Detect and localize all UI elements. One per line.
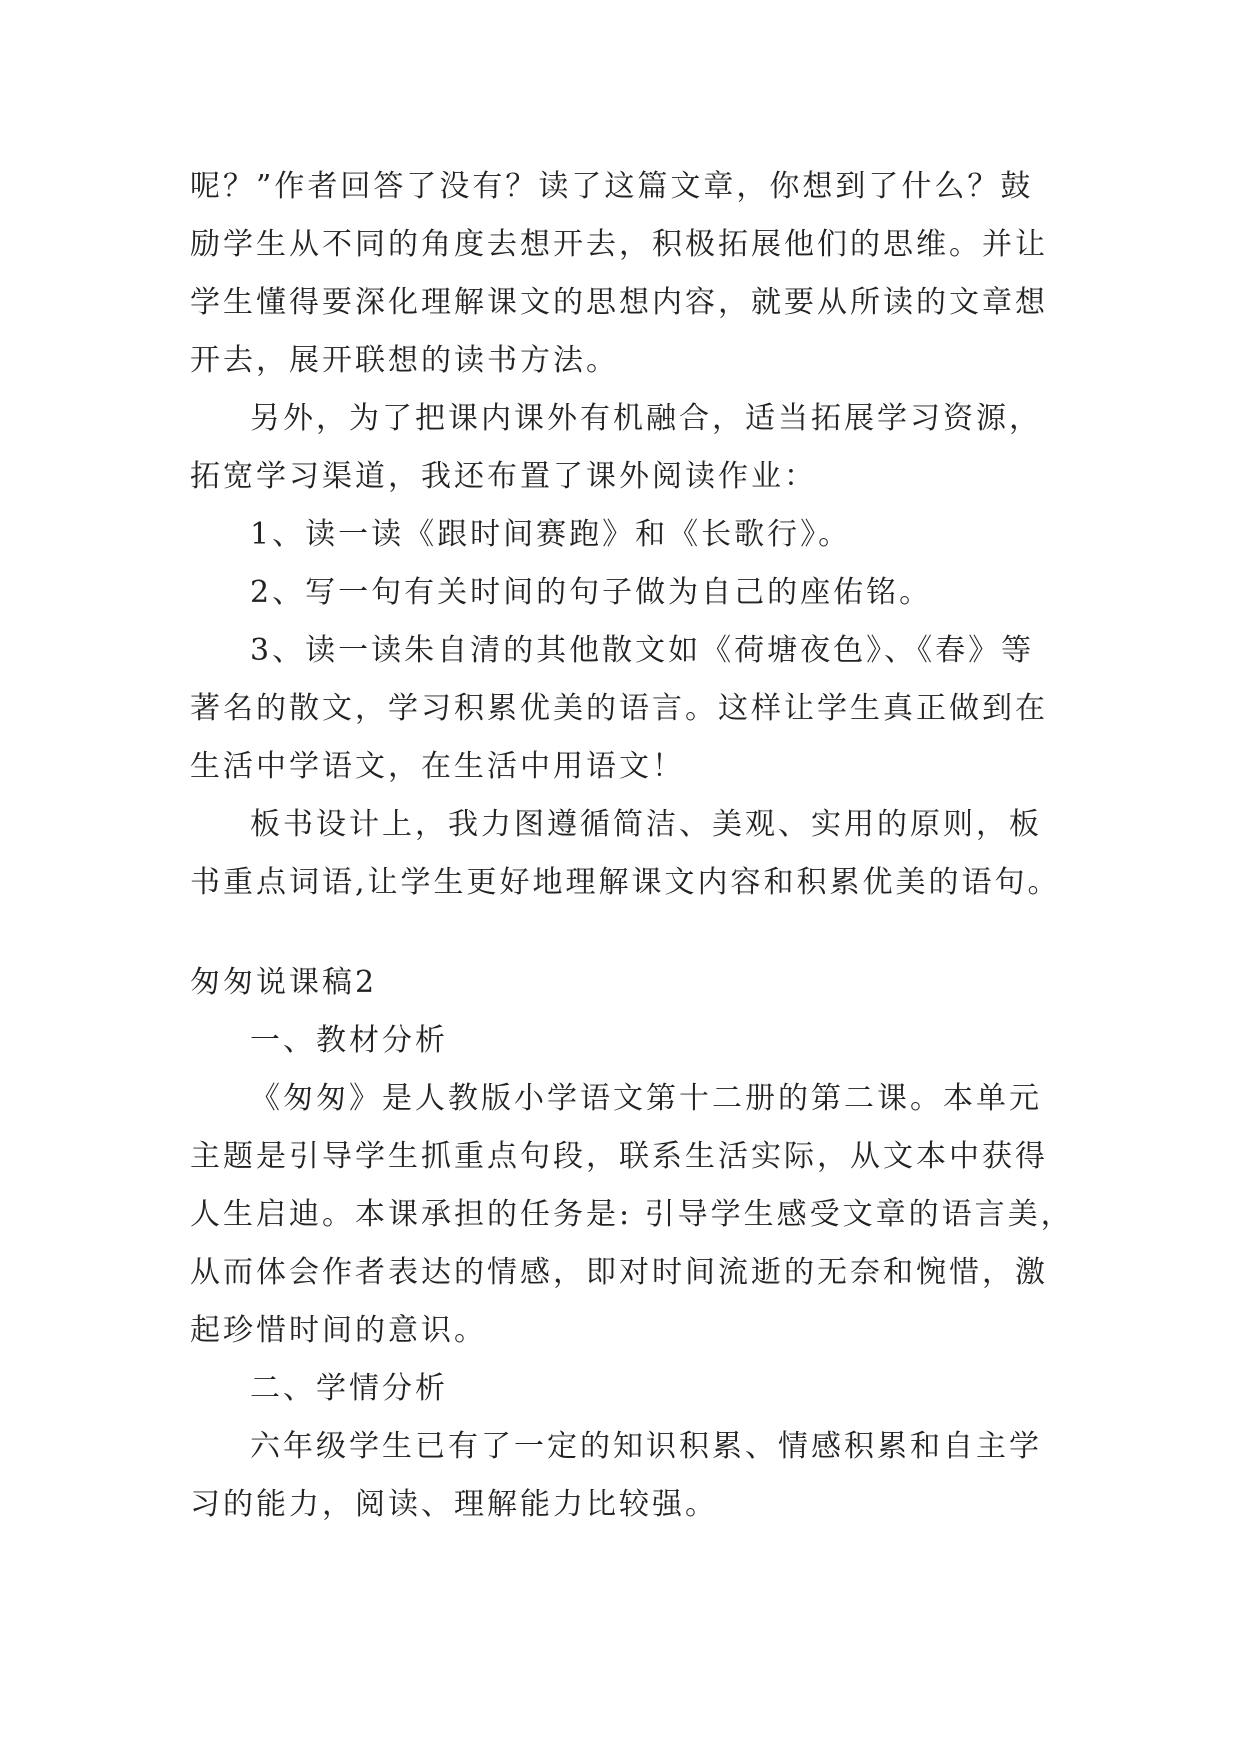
document-title: 匆匆说课稿2	[190, 965, 378, 1000]
text-line: 著名的散文，学习积累优美的语言。这样让学生真正做到在	[190, 691, 1048, 726]
text-line: 人生启迪。本课承担的任务是: 引导学生感受文章的语言美，	[190, 1197, 1074, 1232]
text-line: 学生懂得要深化理解课文的思想内容，就要从所读的文章想	[190, 285, 1048, 320]
section-heading-2: 二、学情分析	[250, 1371, 448, 1406]
text-line: 主题是引导学生抓重点句段，联系生活实际，从文本中获得	[190, 1139, 1048, 1174]
text-line: 拓宽学习渠道，我还布置了课外阅读作业：	[190, 459, 817, 494]
text-line: 另外，为了把课内课外有机融合，适当拓展学习资源，	[250, 401, 1042, 436]
text-line: 呢？”作者回答了没有？读了这篇文章，你想到了什么？鼓	[190, 169, 1034, 204]
section-heading-1: 一、教材分析	[250, 1023, 448, 1058]
text-line: 生活中学语文，在生活中用语文！	[190, 749, 685, 784]
list-item: 2、写一句有关时间的句子做为自己的座佑铭。	[250, 575, 933, 610]
text-line: 板书设计上，我力图遵循简洁、美观、实用的原则，板	[250, 807, 1042, 842]
paragraph-1	[190, 158, 1060, 390]
paragraph-2	[190, 390, 1060, 506]
list-item: 1、读一读《跟时间赛跑》和《长歌行》。	[250, 517, 852, 552]
text-line: 起珍惜时间的意识。	[190, 1313, 487, 1348]
text-line: 《匆匆》是人教版小学语文第十二册的第二课。本单元	[250, 1081, 1042, 1116]
text-line: 习的能力，阅读、理解能力比较强。	[190, 1487, 718, 1522]
text-line: 开去，展开联想的读书方法。	[190, 343, 619, 378]
text-line: 六年级学生已有了一定的知识积累、情感积累和自主学	[250, 1429, 1042, 1464]
paragraph-3	[190, 796, 1060, 912]
homework-list	[190, 506, 1060, 796]
text-line: 从而体会作者表达的情感，即对时间流逝的无奈和惋惜，激	[190, 1255, 1048, 1290]
paragraph-4	[190, 1070, 1074, 1360]
text-line: 书重点词语,让学生更好地理解课文内容和积累优美的语句。	[190, 865, 1061, 900]
document-body	[190, 158, 1074, 1534]
list-item: 3、读一读朱自清的其他散文如《荷塘夜色》、《春》等	[250, 633, 1035, 668]
text-line: 励学生从不同的角度去想开去，积极拓展他们的思维。并让	[190, 227, 1048, 262]
paragraph-5	[190, 1418, 1060, 1534]
